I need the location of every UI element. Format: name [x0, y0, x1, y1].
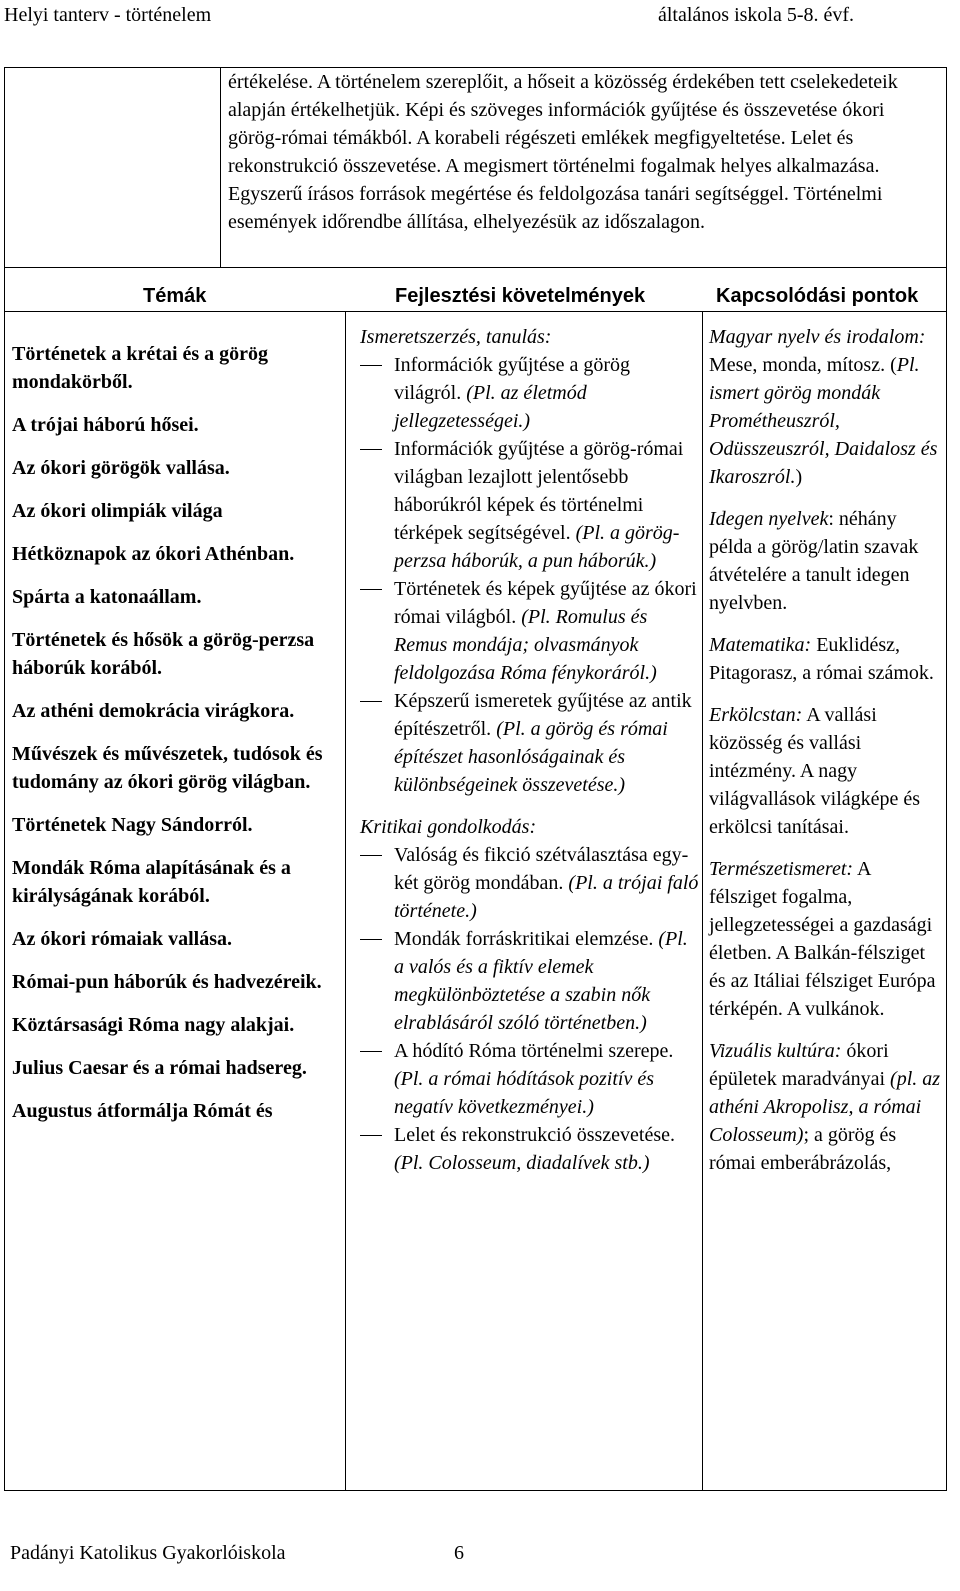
topic-item: Mondák Róma alapításának és a királyságának korából.: [12, 857, 291, 907]
connection-text: Mese, monda, mítosz. (: [709, 354, 897, 376]
connection-item: [709, 505, 941, 617]
connection-subject: Vizuális kultúra:: [709, 1040, 842, 1062]
connection-text: : néhány példa a görög/latin szavak átvételére a tanult idegen nyelvben.: [709, 508, 919, 614]
dash-icon: [360, 449, 382, 450]
connection-text: A félsziget fogalma, jellegzetességei a gazdasági életben. A Balkán-félsziget és az Itáliai félsziget Európa térképén. A vulkánok.: [709, 858, 936, 1020]
connection-item: [709, 701, 941, 841]
topic-item: Julius Caesar és a római hadsereg.: [12, 1057, 307, 1079]
requirement-example: (Pl. Romulus és Remus mondája; olvasmányok feldolgozása Róma fénykoráról.): [394, 606, 657, 684]
topic-item: Augustus átformálja Rómát és: [12, 1100, 273, 1122]
topic-item: Történetek a krétai és a görög mondakörből.: [12, 343, 269, 393]
header-requirements: Fejlesztési követelmények: [395, 285, 646, 307]
topic-item: Hétköznapok az ókori Athénban.: [12, 543, 295, 565]
dash-icon: [360, 365, 382, 366]
topic-item: Az ókori olimpiák világa: [12, 500, 223, 522]
requirement-text: Képszerű ismeretek gyűjtése az antik építészetről.: [394, 690, 692, 740]
table-right-border: [946, 67, 947, 1491]
requirements-section-learning: [360, 323, 700, 799]
topic-item: A trójai háború hősei.: [12, 414, 199, 436]
connection-subject: Idegen nyelvek: [709, 508, 829, 530]
topic-item: Történetek és hősök a görög-perzsa háborúk korából.: [12, 629, 315, 679]
header-row-border: [4, 311, 946, 312]
table-bottom-border: [4, 1490, 946, 1491]
intro-bottom-border: [4, 267, 946, 268]
header-topics: Témák: [143, 285, 207, 307]
topic-item: Művészek és művészetek, tudósok és tudomány az ókori görög világban.: [12, 743, 323, 793]
topics-column: [12, 340, 342, 1140]
requirement-example: (Pl. a valós és a fiktív elemek megkülönböztetése a szabin nők elrablásáról szóló történetben.): [394, 928, 688, 1034]
connection-subject: Erkölcstan:: [709, 704, 803, 726]
requirement-text: A hódító Róma történelmi szerepe.: [394, 1040, 674, 1062]
requirement-text: Információk gyűjtése a görög-római világban lezajlott jelentősebb háborúkról képek és történelmi térképek segítségével.: [394, 438, 684, 544]
table-left-border: [4, 67, 5, 1491]
requirement-example: (Pl. a görög-perzsa háborúk, a pun háborúk.): [394, 522, 680, 572]
requirement-example: (Pl. az életmód jellegzetességei.): [394, 382, 587, 432]
requirement-item: [360, 925, 700, 1037]
connection-item: [709, 631, 941, 687]
topic-item: Római-pun háborúk és hadvezéreik.: [12, 971, 322, 993]
requirement-item: [360, 575, 700, 687]
requirement-item: [360, 435, 700, 575]
requirement-example: (Pl. Colosseum, diadalívek stb.): [394, 1152, 650, 1174]
dash-icon: [360, 1051, 382, 1052]
requirement-item: [360, 841, 700, 925]
topic-item: Köztársasági Róma nagy alakjai.: [12, 1014, 295, 1036]
requirement-example: (Pl. a trójai faló története.): [394, 872, 699, 922]
header-connections: Kapcsolódási pontok: [716, 285, 919, 307]
connection-item: [709, 323, 941, 491]
topic-item: Az athéni demokrácia virágkora.: [12, 700, 295, 722]
connection-text: ókori épületek maradványai: [709, 1040, 891, 1090]
requirement-example: (Pl. a görög és római építészet hasonlóságainak és különbségeinek összevetése.): [394, 718, 668, 796]
connection-example: (pl. az athéni Akropolisz, a római Colosseum): [709, 1068, 941, 1146]
connection-tail: ): [795, 466, 803, 488]
section-title: Ismeretszerzés, tanulás:: [360, 326, 552, 348]
connection-item: [709, 1037, 941, 1177]
connections-column: [709, 323, 941, 1191]
requirement-example: (Pl. a római hódítások pozitív és negatív következményei.): [394, 1068, 654, 1118]
dash-icon: [360, 939, 382, 940]
topic-item: Az ókori görögök vallása.: [12, 457, 230, 479]
dash-icon: [360, 855, 382, 856]
connection-item: [709, 855, 941, 1023]
requirements-column: [360, 323, 700, 1191]
topic-item: Spárta a katonaállam.: [12, 586, 202, 608]
col-divider-2: [702, 311, 703, 1490]
requirement-text: Mondák forráskritikai elemzése.: [394, 928, 659, 950]
dash-icon: [360, 701, 382, 702]
connection-text: Euklidész, Pitagorasz, a római számok.: [709, 634, 934, 684]
connection-example: Pl. ismert görög mondák Prométheuszról, Odüsszeuszról, Daidalosz és Ikaroszról.: [709, 354, 938, 488]
requirement-text: Történetek és képek gyűjtése az ókori római világból.: [394, 578, 697, 628]
intro-divider: [220, 67, 221, 267]
requirements-section-critical: [360, 813, 700, 1177]
section-title: Kritikai gondolkodás:: [360, 816, 537, 838]
connection-tail: ; a görög és római emberábrázolás,: [709, 1124, 897, 1174]
page-number: 6: [454, 1542, 464, 1564]
dash-icon: [360, 1135, 382, 1136]
requirement-item: [360, 687, 700, 799]
requirement-item: [360, 1121, 700, 1177]
requirement-text: Információk gyűjtése a görög világról.: [394, 354, 631, 404]
connection-text: A vallási közösség és vallási intézmény. A nagy világvallások világképe és erkölcsi tanításai.: [709, 704, 921, 838]
connection-subject: Matematika:: [709, 634, 812, 656]
requirement-item: [360, 351, 700, 435]
connection-subject: Természetismeret:: [709, 858, 854, 880]
dash-icon: [360, 589, 382, 590]
intro-paragraph: értékelése. A történelem szereplőit, a hőseit a közösség érdekében tett cselekedeteik alapján értékelhetjük. Képi és szöveges információk gyűjtése és összevetése ókori görög-római témákból. A korabeli régészeti emlékek megfigyeltetése. Lelet és rekonstrukció összevetése. A megismert történelmi fogalmak helyes alkalmazása. Egyszerű írásos források megértése és feldolgozása tanári segítséggel. Történelmi események időrendbe állítása, elhelyezésük az időszalagon.: [228, 71, 898, 233]
header-title: Helyi tanterv - történelem: [4, 4, 212, 26]
requirement-text: Lelet és rekonstrukció összevetése.: [394, 1124, 676, 1146]
requirement-item: [360, 1037, 700, 1121]
requirement-text: Valóság és fikció szétválasztása egy-két görög mondában.: [394, 844, 689, 894]
topic-item: Az ókori rómaiak vallása.: [12, 928, 232, 950]
topic-item: Történetek Nagy Sándorról.: [12, 814, 253, 836]
connection-subject: Magyar nyelv és irodalom:: [709, 326, 926, 348]
header-level: általános iskola 5-8. évf.: [658, 4, 855, 26]
col-divider-1: [345, 311, 346, 1490]
footer-school: Padányi Katolikus Gyakorlóiskola: [10, 1542, 286, 1564]
